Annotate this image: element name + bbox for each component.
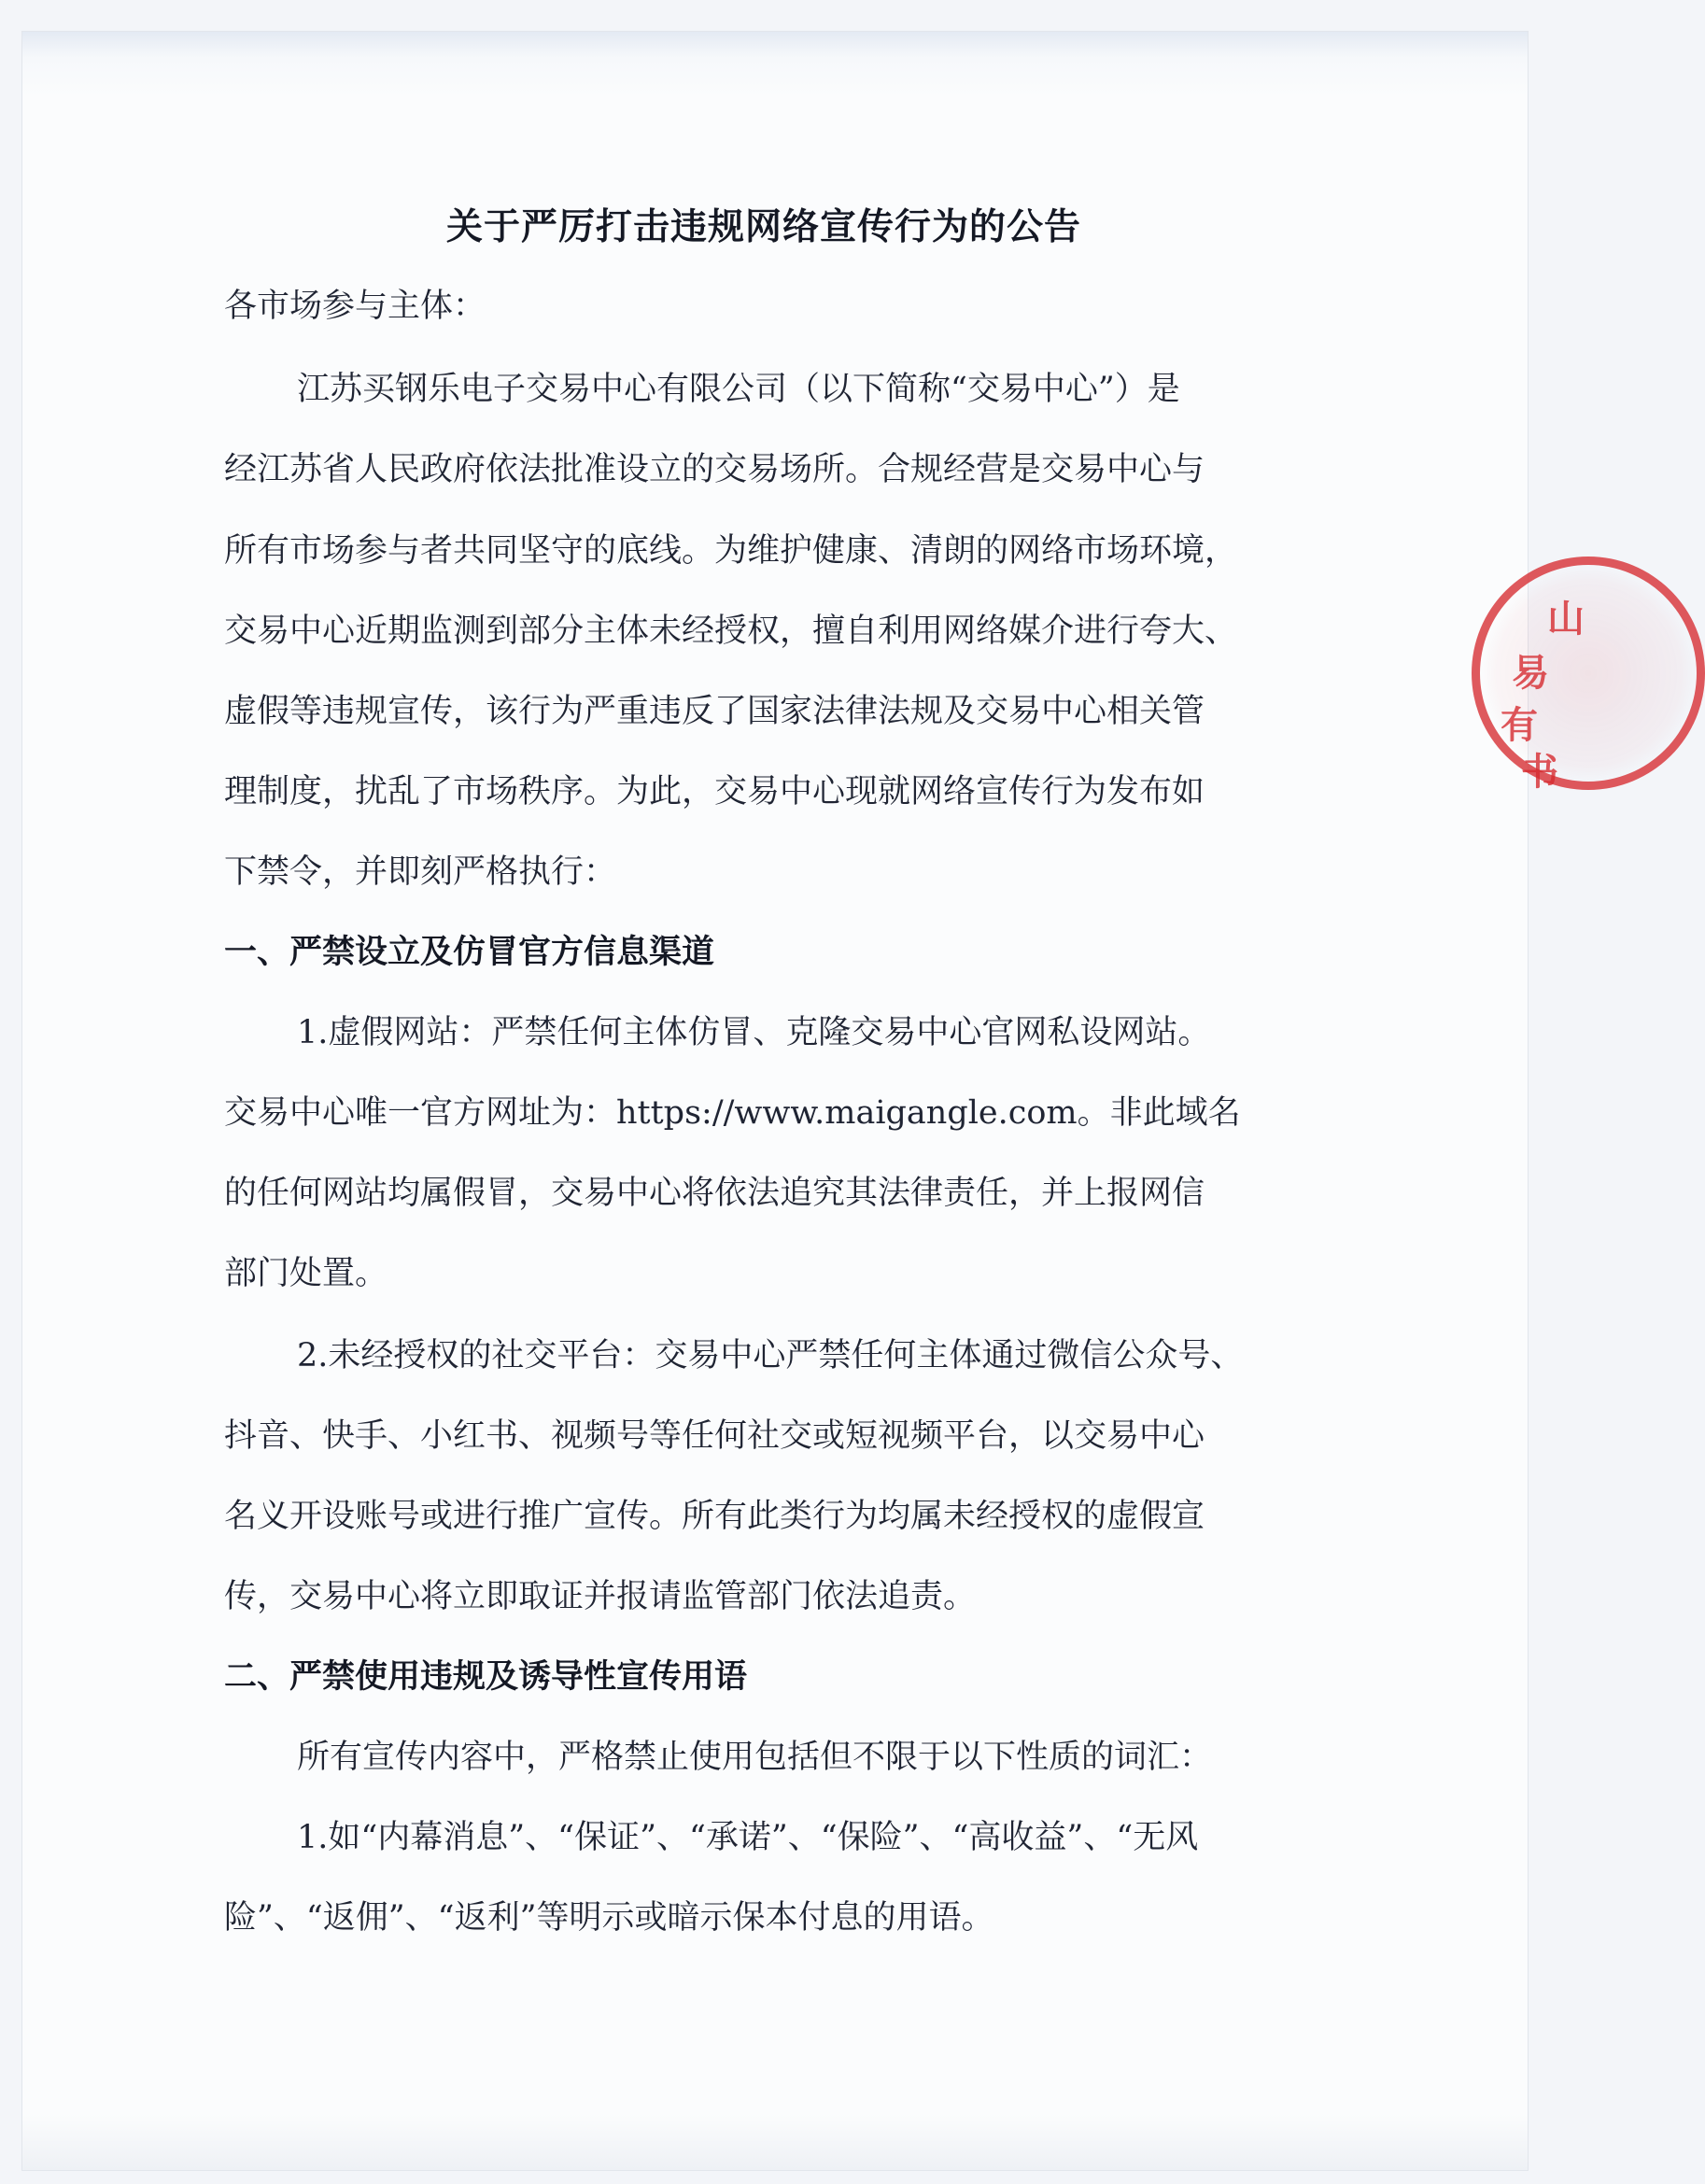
intro-line-5: 虚假等违规宣传，该行为严重违反了国家法律法规及交易中心相关管 <box>224 693 1205 730</box>
intro-line-6: 理制度，扰乱了市场秩序。为此，交易中心现就网络宣传行为发布如 <box>224 773 1205 810</box>
item-1-line-3: 的任何网站均属假冒，交易中心将依法追究其法律责任，并上报网信 <box>224 1175 1205 1212</box>
intro-line-7: 下禁令，并即刻严格执行： <box>224 853 617 891</box>
seal-char-2: 易 <box>1512 652 1549 695</box>
item-2-line-1: 2.未经授权的社交平台：交易中心严禁任何主体通过微信公众号、 <box>297 1337 1244 1374</box>
seal-char-3: 有 <box>1501 704 1538 747</box>
item-2-line-3: 名义开设账号或进行推广宣传。所有此类行为均属未经授权的虚假宣 <box>224 1498 1205 1535</box>
intro-line-2: 经江苏省人民政府依法批准设立的交易场所。合规经营是交易中心与 <box>224 451 1205 488</box>
intro-line-1: 江苏买钢乐电子交易中心有限公司（以下简称“交易中心”）是 <box>297 371 1180 408</box>
intro-line-4: 交易中心近期监测到部分主体未经授权，擅自利用网络媒介进行夸大、 <box>224 613 1238 650</box>
document-title: 关于严厉打击违规网络宣传行为的公告 <box>445 206 1081 248</box>
seal-char-1: 山 <box>1547 598 1585 641</box>
section-2-intro: 所有宣传内容中，严格禁止使用包括但不限于以下性质的词汇： <box>297 1739 1213 1776</box>
salutation: 各市场参与主体： <box>224 288 486 325</box>
item-3-line-1: 1.如“内幕消息”、“保证”、“承诺”、“保险”、“高收益”、“无风 <box>297 1819 1199 1856</box>
item-2-line-2: 抖音、快手、小红书、视频号等任何社交或短视频平台，以交易中心 <box>224 1417 1205 1455</box>
item-2-line-4: 传，交易中心将立即取证并报请监管部门依法追责。 <box>224 1578 977 1615</box>
official-seal <box>1472 557 1705 794</box>
item-3-line-2: 险”、“返佣”、“返利”等明示或暗示保本付息的用语。 <box>224 1899 994 1937</box>
section-2-heading: 二、严禁使用违规及诱导性宣传用语 <box>224 1658 748 1696</box>
section-1-heading: 一、严禁设立及仿冒官方信息渠道 <box>224 934 715 971</box>
seal-char-4: 书 <box>1521 751 1558 794</box>
item-1-line-2: 交易中心唯一官方网址为：https://www.maigangle.com。非此域名 <box>224 1094 1241 1132</box>
item-1-line-1: 1.虚假网站：严禁任何主体仿冒、克隆交易中心官网私设网站。 <box>297 1014 1211 1051</box>
intro-line-3: 所有市场参与者共同坚守的底线。为维护健康、清朗的网络市场环境， <box>224 532 1238 570</box>
item-1-line-4: 部门处置。 <box>224 1255 388 1292</box>
